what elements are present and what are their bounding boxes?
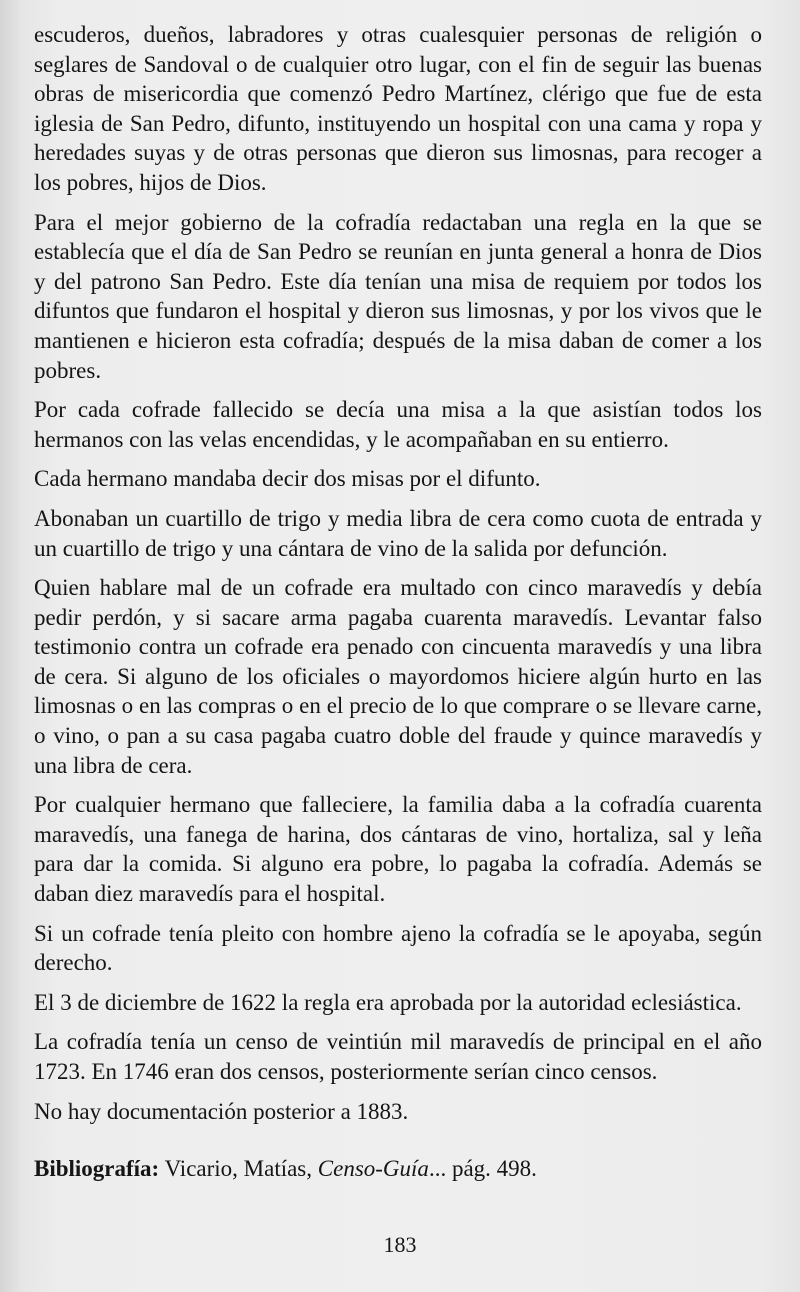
paragraph-3: Por cada cofrade fallecido se decía una misa a la que asistían todos los hermanos con las velas encendidas, y le acompañaban en su entierro. (34, 397, 762, 452)
bibliography (34, 1154, 762, 1184)
bibliography-title: Censo-Guía (317, 1156, 429, 1181)
paragraph-8: Si un cofrade tenía pleito con hombre ajeno la cofradía se le apoyaba, según derecho. (34, 920, 762, 976)
bibliography-label: Bibliografía: (34, 1156, 160, 1181)
paragraph-1: escuderos, dueños, labradores y otras cualesquier personas de religión o seglares de Sandoval o de cualquier otro lugar, con el fin de seguir las buenas obras de misericordia que comenzó Pedro Martínez, clérigo que fue de esta iglesia de San Pedro, difunto, instituyendo un hospital con una cama y ropa y heredades suyas y de otras personas que dieron sus limosnas, para recoger a los pobres, hijos de Dios. (34, 22, 762, 195)
paragraph-4: Cada hermano mandaba decir dos misas por el difunto. (34, 466, 541, 492)
bibliography-author: Vicario, Matías, (159, 1156, 318, 1181)
body-text (34, 20, 762, 1136)
paragraph-9: El 3 de diciembre de 1622 la regla era aprobada por la autoridad eclesiástica. (34, 989, 742, 1015)
paragraph-10: La cofradía tenía un censo de veintiún mil maravedís de principal en el año 1723. En 1746 eran dos censos, posteriormente serían cinco censos. (34, 1029, 762, 1084)
bibliography-page: ... pág. 498. (428, 1156, 537, 1181)
paragraph-7: Por cualquier hermano que falleciere, la familia daba a la cofradía cuarenta maravedís, una fanega de harina, dos cántaras de vino, hortaliza, sal y leña para dar la comida. Si alguno era pobre, lo pagaba la cofradía. Además se daban diez maravedís para el hospital. (34, 792, 762, 907)
paragraph-5: Abonaban un cuartillo de trigo y media libra de cera como cuota de entrada y un cuartillo de trigo y una cántara de vino de la salida por defunción. (34, 505, 762, 561)
page-number: 183 (383, 1232, 417, 1257)
paragraph-2: Para el mejor gobierno de la cofradía redactaban una regla en la que se establecía que el día de San Pedro se reunían en junta general a honra de Dios y del patrono San Pedro. Este día tenían una misa de requiem por todos los difuntos que fundaron el hospital y dieron sus limosnas, y por los vivos que le mantienen e hicieron esta cofradía; después de la misa daban de comer a los pobres. (34, 209, 762, 383)
paragraph-6: Quien hablare mal de un cofrade era multado con cinco maravedís y debía pedir perdón, y si sacare arma pagaba cuarenta maravedís. Levantar falso testimonio contra un cofrade era penado con cincuenta maravedís y una libra de cera. Si alguno de los oficiales o mayordomos hiciere algún hurto en las limosnas o en las compras o en el precio de lo que comprare o se llevare carne, o vino, o pan a su casa pagaba cuatro doble del fraude y quince maravedís y una libra de cera. (34, 575, 762, 778)
paragraph-11: No hay documentación posterior a 1883. (34, 1098, 409, 1124)
